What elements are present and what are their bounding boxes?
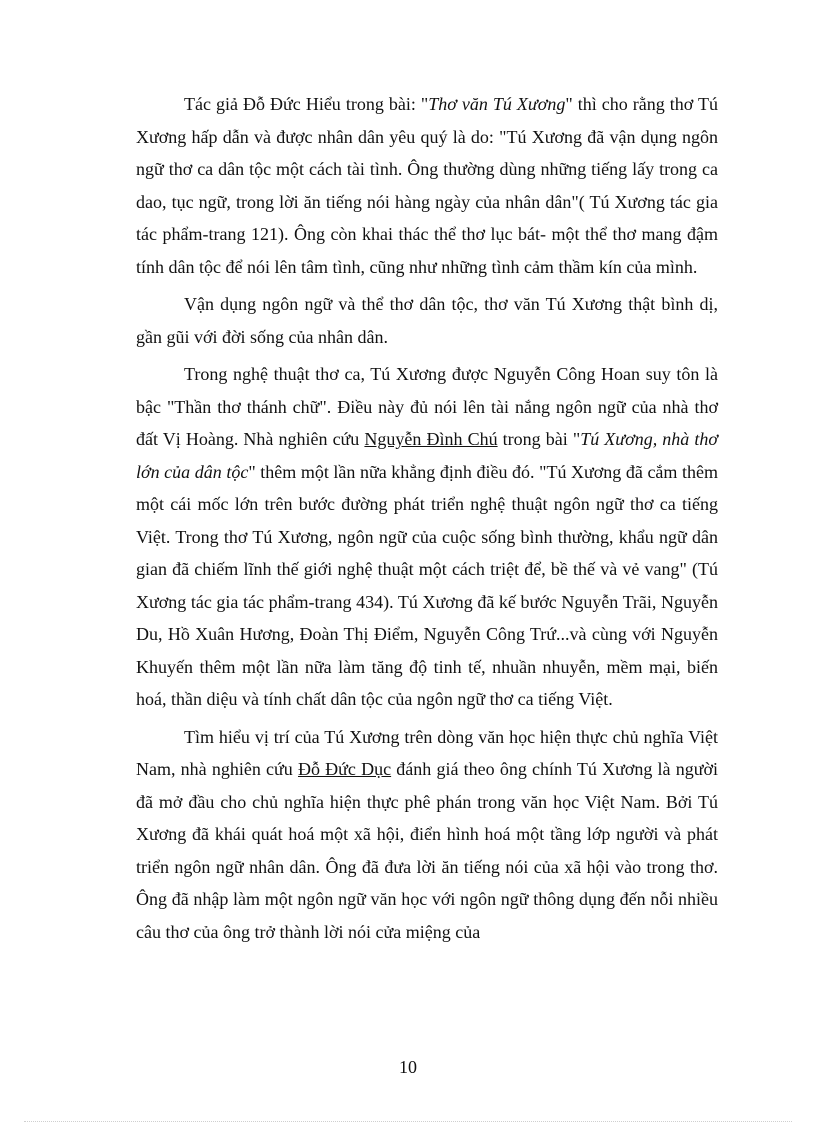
p1-text-a: Tác giả Đỗ Đức Hiểu trong bài: "	[184, 94, 429, 114]
p3-text-b: trong bài "	[497, 429, 581, 449]
paragraph-4	[136, 721, 718, 949]
p3-author-link[interactable]: Nguyễn Đình Chú	[364, 429, 498, 449]
page-number: 10	[399, 1057, 417, 1077]
p4-text-a: Tìm hiểu vị trí của Tú Xương trên dòng văn học hiện thực chủ nghĩa Việt Nam, nhà nghiên cứu	[136, 726, 718, 779]
p3-text-a: Trong nghệ thuật thơ ca, Tú Xương được Nguyễn Công Hoan suy tôn là bậc "Thần thơ thánh chữ". Điều này đủ nói lên tài nắng ngôn ngữ của nhà thơ đất Vị Hoàng. Nhà nghiên cứu	[136, 364, 718, 449]
p3-work-title: Tú Xương, nhà thơ lớn của dân tộc	[136, 429, 718, 482]
page-bottom-divider	[24, 1121, 792, 1122]
p1-work-title: Thơ văn Tú Xương	[428, 94, 566, 114]
p3-text-c: " thêm một lần nữa khẳng định điều đó. "Tú Xương đã cắm thêm một cái mốc lớn trên bước đường phát triển nghệ thuật ngôn ngữ thơ ca tiếng Việt. Trong thơ Tú Xương, ngôn ngữ của cuộc sống bình thường, khẩu ngữ dân gian đã chiếm lĩnh thế giới nghệ thuật một cách triệt để, bề thế và vẻ vang" (Tú Xương tác gia tác phẩm-trang 434). Tú Xương đã kế bước Nguyễn Trãi, Nguyễn Du, Hồ Xuân Hương, Đoàn Thị Điểm, Nguyễn Công Trứ...và cùng với Nguyễn Khuyến thêm một lần nữa làm tăng độ tinh tế, nhuần nhuyễn, mềm mại, biến hoá, thần diệu và tính chất dân tộc của ngôn ngữ thơ ca tiếng Việt.	[136, 461, 718, 709]
paragraph-1	[136, 88, 718, 283]
paragraph-2: Vận dụng ngôn ngữ và thể thơ dân tộc, thơ văn Tú Xương thật bình dị, gần gũi với đời sống của nhân dân.	[136, 294, 718, 347]
p4-author-link[interactable]: Đỗ Đức Dục	[297, 759, 392, 779]
paragraph-3	[136, 358, 718, 716]
p1-text-b: " thì cho rằng thơ Tú Xương hấp dẫn và được nhân dân yêu quý là do: "Tú Xương đã vận dụng ngôn ngữ thơ ca dân tộc một cách tài tình. Ông thường dùng những tiếng lấy trong ca dao, tục ngữ, trong lời ăn tiếng nói hàng ngày của nhân dân"( Tú Xương tác gia tác phẩm-trang 121). Ông còn khai thác thể thơ lục bát- một thể thơ mang đậm tính dân tộc để nói lên tâm tình, cũng như những tình cảm thầm kín của mình.	[136, 94, 719, 277]
page-content	[136, 88, 718, 948]
p4-text-b: đánh giá theo ông chính Tú Xương là người đã mở đầu cho chủ nghĩa hiện thực phê phán trong văn học Việt Nam. Bởi Tú Xương đã khái quát hoá một xã hội, điển hình hoá một tầng lớp người và phát triển ngôn ngữ nhân dân. Ông đã đưa lời ăn tiếng nói của xã hội vào trong thơ. Ông đã nhập làm một ngôn ngữ văn học với ngôn ngữ thông dụng đến nỗi nhiều câu thơ của ông trở thành lời nói cửa miệng của	[136, 759, 719, 942]
